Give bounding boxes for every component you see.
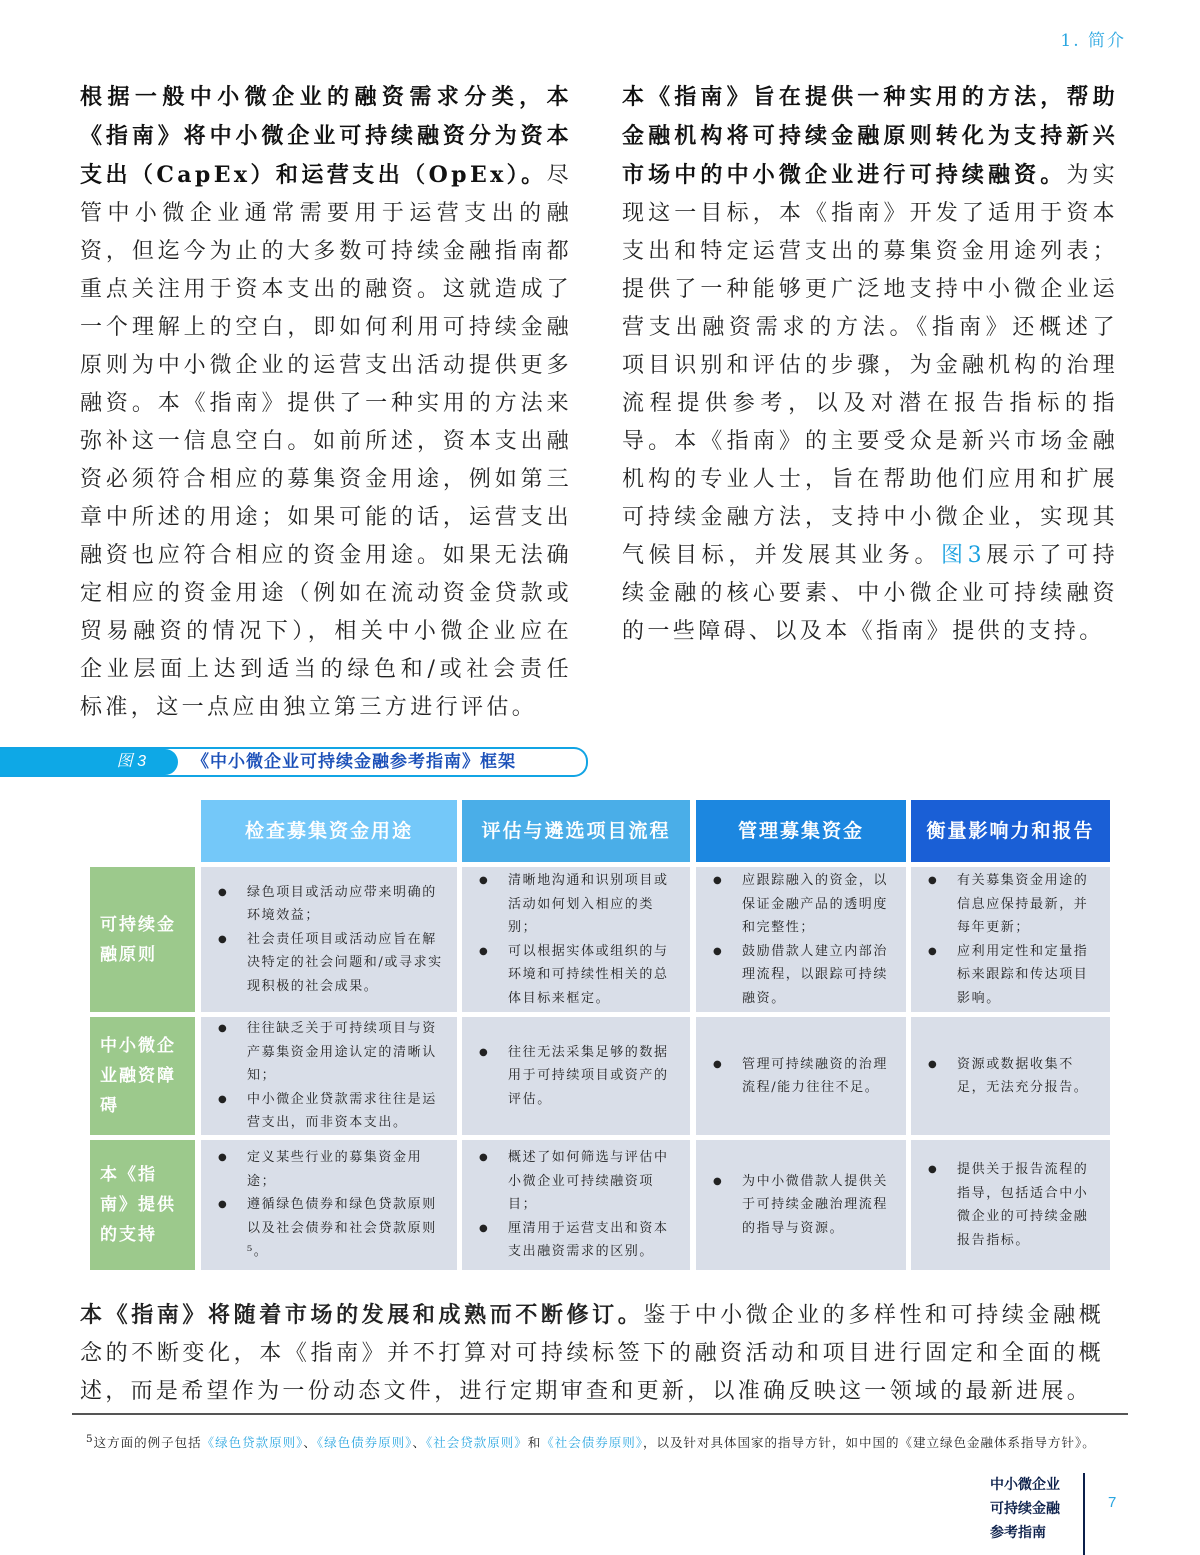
chapter-label: 1. 简介	[1060, 31, 1126, 51]
left-text: 尽管中小微企业通常需要用于运营支出的融资，但迄今为止的大多数可持续金融指南都重点关注用于资本支出的融资。这就造成了一个理解上的空白，即如何利用可持续金融原则为中小微企业的运营支出活动提供更多融资。本《指南》提供了一种实用的方法来弥补这一信息空白。如前所述，资本支出融资必须符合相应的募集资金用途，例如第三章中所述的用途；如果可能的话，运营支出融资也应符合相应的资金用途。如果无法确定相应的资金用途（例如在流动资金贷款或贸易融资的情况下），相关中小微企业应在企业层面上达到适当的绿色和/或社会责任标准，这一点应由独立第三方进行评估。	[80, 163, 572, 720]
table-cell	[696, 1017, 906, 1135]
column-header: 评估与遴选项目流程	[462, 800, 690, 862]
bullet-item: ● 遵循绿色债券和绿色贷款原则以及社会债券和社会贷款原则⁵。	[247, 1193, 447, 1264]
bullet-item: ● 社会责任项目或活动应旨在解决特定的社会问题和/或寻求实现积极的社会成果。	[247, 928, 447, 999]
bullet-item: ● 提供关于报告流程的指导，包括适合中小微企业的可持续金融报告指标。	[957, 1158, 1100, 1252]
right-text-after: 展示了可持续金融的核心要素、中小微企业可持续融资的一些障碍、以及本《指南》提供的支持。	[622, 543, 1118, 644]
bullet-item: ● 应跟踪融入的资金，以保证金融产品的透明度和完整性；	[742, 869, 896, 940]
footnote-link-green-bond[interactable]: 《绿色债券原则》	[316, 1435, 413, 1451]
figure-title-bar	[0, 747, 588, 777]
table-cell	[911, 867, 1110, 1012]
bottom-text: 鉴于中小微企业的多样性和可持续金融概念的不断变化，本《指南》并不打算对可持续标签下的融资活动和项目进行固定和全面的概述，而是希望作为一份动态文件，进行定期审查和更新，以准确反映这一领域的最新进展。	[80, 1303, 1105, 1404]
row-label-text: 本《指南》提供的支持	[100, 1165, 176, 1245]
bullet-item: ● 厘清用于运营支出和资本支出融资需求的区别。	[508, 1217, 680, 1264]
separator: 和	[527, 1435, 542, 1451]
row-label-text: 中小微企业融资障碍	[100, 1036, 176, 1116]
figure-label: 图 3	[0, 749, 178, 775]
row-label	[90, 1017, 195, 1135]
table-cell	[201, 1017, 457, 1135]
page-number: 7	[1108, 1494, 1117, 1511]
table-cell	[911, 1140, 1110, 1270]
left-column-paragraph	[80, 78, 572, 727]
bullet-item: ● 资源或数据收集不足，无法充分报告。	[957, 1053, 1100, 1100]
bullet-item: ● 概述了如何筛选与评估中小微企业可持续融资项目；	[508, 1146, 680, 1217]
footnote-link-green-loan[interactable]: 《绿色贷款原则》	[201, 1435, 304, 1451]
row-label-text: 可持续金融原则	[100, 914, 176, 965]
row-label	[90, 867, 195, 1012]
table-cell	[201, 867, 457, 1012]
brand-line: 参考指南	[990, 1525, 1046, 1541]
bullet-item: ● 管理可持续融资的治理流程/能力往往不足。	[742, 1053, 896, 1100]
table-cell	[462, 867, 690, 1012]
bullet-item: ● 定义某些行业的募集资金用途；	[247, 1146, 447, 1193]
brand-line: 可持续金融	[990, 1501, 1060, 1517]
table-cell	[696, 867, 906, 1012]
separator: 、	[412, 1435, 426, 1451]
footnote-link-social-loan[interactable]: 《社会贷款原则》	[425, 1435, 528, 1451]
bullet-item: ● 鼓励借款人建立内部治理流程，以跟踪可持续融资。	[742, 940, 896, 1011]
footnote-mark: 5	[86, 1433, 94, 1445]
bullet-item: ● 绿色项目或活动应带来明确的环境效益；	[247, 881, 447, 928]
left-bold-text: 根据一般中小微企业的融资需求分类，本《指南》将中小微企业可持续融资分为资本支出（CapEx）和运营支出（OpEx）。	[80, 84, 572, 188]
column-header: 管理募集资金	[696, 800, 906, 862]
bullet-item: ● 清晰地沟通和识别项目或活动如何划入相应的类别；	[508, 869, 680, 940]
brand-line: 中小微企业	[990, 1477, 1060, 1493]
bullet-item: ● 往往无法采集足够的数据用于可持续项目或资产的评估。	[508, 1041, 680, 1112]
column-header: 衡量影响力和报告	[911, 800, 1110, 862]
bullet-item: ● 中小微企业贷款需求往往是运营支出，而非资本支出。	[247, 1088, 447, 1135]
column-header: 检查募集资金用途	[201, 800, 457, 862]
bottom-paragraph	[80, 1296, 1104, 1411]
right-bold-text: 本《指南》旨在提供一种实用的方法，帮助金融机构将可持续金融原则转化为支持新兴市场中的中小微企业进行可持续融资。	[622, 84, 1118, 188]
bullet-item: ● 应利用定性和定量指标来跟踪和传达项目影响。	[957, 940, 1100, 1011]
bottom-bold-text: 本《指南》将随着市场的发展和成熟而不断修订。	[80, 1302, 644, 1328]
bullet-item: ● 有关募集资金用途的信息应保持最新，并每年更新；	[957, 869, 1100, 940]
figure-3-link[interactable]: 图3	[941, 543, 986, 568]
right-text: 为实现这一目标，本《指南》开发了适用于资本支出和特定运营支出的募集资金用途列表；提供了一种能够更广泛地支持中小微企业运营支出融资需求的方法。《指南》还概述了项目识别和评估的步骤，为金融机构的治理流程提供参考，以及对潜在报告指标的指导。本《指南》的主要受众是新兴市场金融机构的专业人士，旨在帮助他们应用和扩展可持续金融方法，支持中小微企业，实现其气候目标，并发展其业务。	[622, 163, 1118, 568]
right-column-paragraph	[622, 78, 1118, 651]
footnote-text-end: ，以及针对具体国家的指导方针，如中国的《建立绿色金融体系指导方针》。	[643, 1435, 1096, 1451]
figure-title: 《中小微企业可持续金融参考指南》框架	[192, 752, 516, 772]
footnote	[86, 1428, 1106, 1454]
footnote-link-social-bond[interactable]: 《社会债券原则》	[541, 1435, 643, 1451]
table-cell	[462, 1017, 690, 1135]
table-cell	[462, 1140, 690, 1270]
table-cell	[201, 1140, 457, 1270]
bullet-item: ● 可以根据实体或组织的与环境和可持续性相关的总体目标来框定。	[508, 940, 680, 1011]
table-cell	[696, 1140, 906, 1270]
bullet-item: ● 往往缺乏关于可持续项目与资产募集资金用途认定的清晰认知；	[247, 1017, 447, 1088]
bullet-item: ● 为中小微借款人提供关于可持续金融治理流程的指导与资源。	[742, 1170, 896, 1241]
footer-divider	[1083, 1473, 1085, 1555]
footnote-text: 这方面的例子包括	[93, 1435, 202, 1451]
row-label	[90, 1140, 195, 1270]
footnote-divider	[72, 1413, 1128, 1415]
footer-brand	[990, 1473, 1060, 1545]
separator: 、	[303, 1435, 317, 1451]
table-cell	[911, 1017, 1110, 1135]
